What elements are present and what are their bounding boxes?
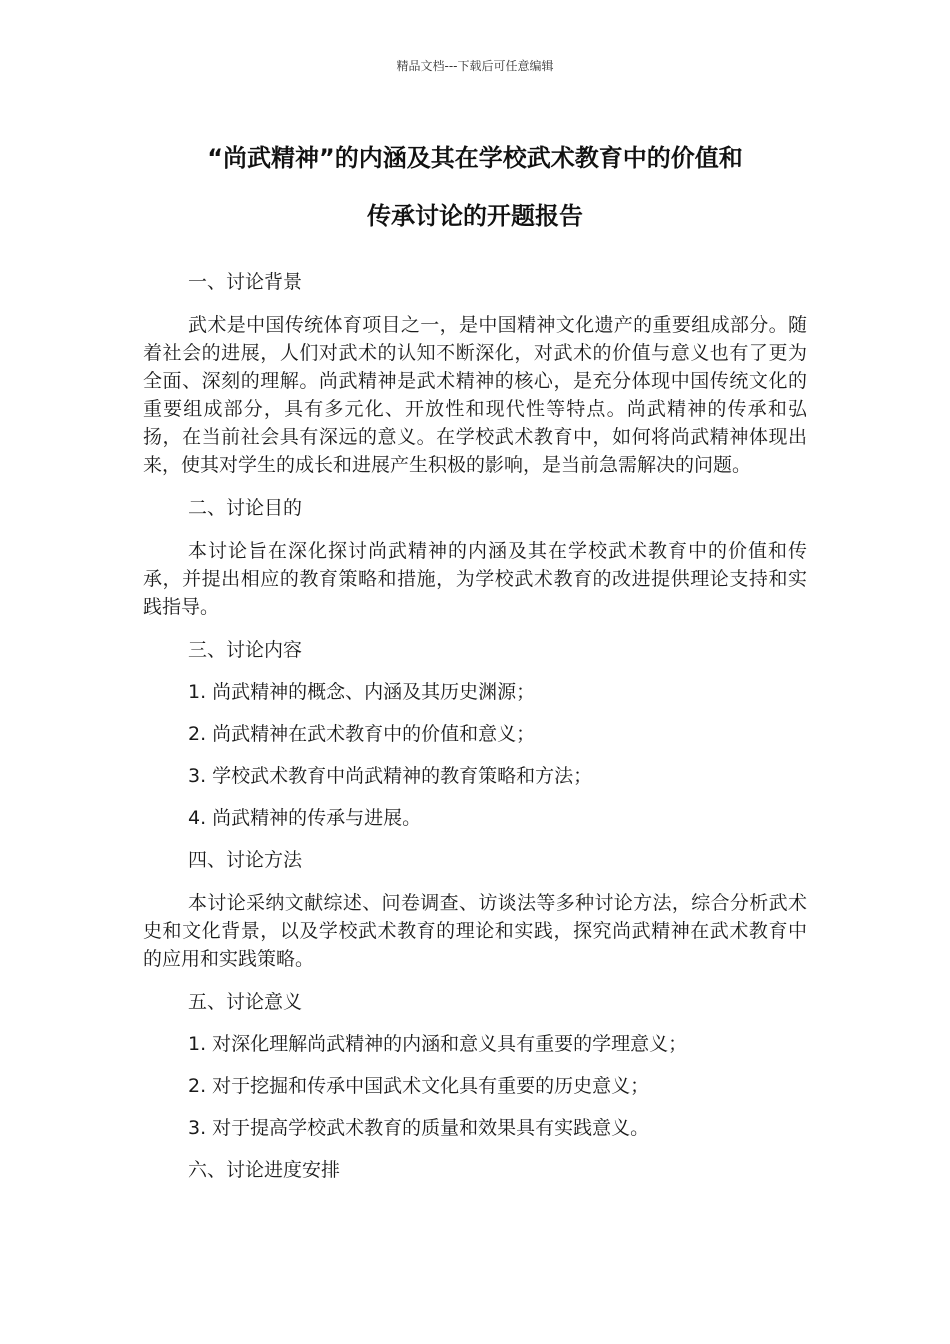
list-item: 1. 对深化理解尚武精神的内涵和意义具有重要的学理意义；: [188, 1033, 688, 1055]
document-title-line-2: 传承讨论的开题报告: [367, 202, 583, 230]
list-item: 3. 对于提高学校武术教育的质量和效果具有实践意义。: [188, 1117, 650, 1139]
list-item: 1. 尚武精神的概念、内涵及其历史渊源；: [188, 681, 536, 703]
page-header-watermark: 精品文档---下载后可任意编辑: [396, 59, 554, 73]
section-heading-content: 三、讨论内容: [188, 639, 303, 661]
section-heading-purpose: 二、讨论目的: [188, 497, 303, 519]
document-body: [143, 269, 807, 1199]
section-heading-method: 四、讨论方法: [188, 849, 303, 871]
section-heading-schedule: 六、讨论进度安排: [188, 1159, 341, 1181]
paragraph-background: 武术是中国传统体育项目之一，是中国精神文化遗产的重要组成部分。随着社会的进展，人们对武术的认知不断深化，对武术的价值与意义也有了更为全面、深刻的理解。尚武精神是武术精神的核心，是充分体现中国传统文化的重要组成部分，具有多元化、开放性和现代性等特点。尚武精神的传承和弘扬，在当前社会具有深远的意义。在学校武术教育中，如何将尚武精神体现出来，使其对学生的成长和进展产生积极的影响，是当前急需解决的问题。: [143, 314, 807, 476]
paragraph-purpose: 本讨论旨在深化探讨尚武精神的内涵及其在学校武术教育中的价值和传承，并提出相应的教育策略和措施，为学校武术教育的改进提供理论支持和实践指导。: [143, 540, 807, 618]
list-item: 4. 尚武精神的传承与进展。: [188, 807, 422, 829]
list-item: 2. 尚武精神在武术教育中的价值和意义；: [188, 723, 536, 745]
paragraph-method: 本讨论采纳文献综述、问卷调查、访谈法等多种讨论方法，综合分析武术史和文化背景，以及学校武术教育的理论和实践，探究尚武精神在武术教育中的应用和实践策略。: [143, 892, 807, 970]
list-item: 3. 学校武术教育中尚武精神的教育策略和方法；: [188, 765, 593, 787]
section-heading-background: 一、讨论背景: [188, 271, 303, 293]
document-title-line-1: “尚武精神”的内涵及其在学校武术教育中的价值和: [207, 144, 743, 172]
list-item: 2. 对于挖掘和传承中国武术文化具有重要的历史意义；: [188, 1075, 650, 1097]
section-heading-significance: 五、讨论意义: [188, 991, 303, 1013]
